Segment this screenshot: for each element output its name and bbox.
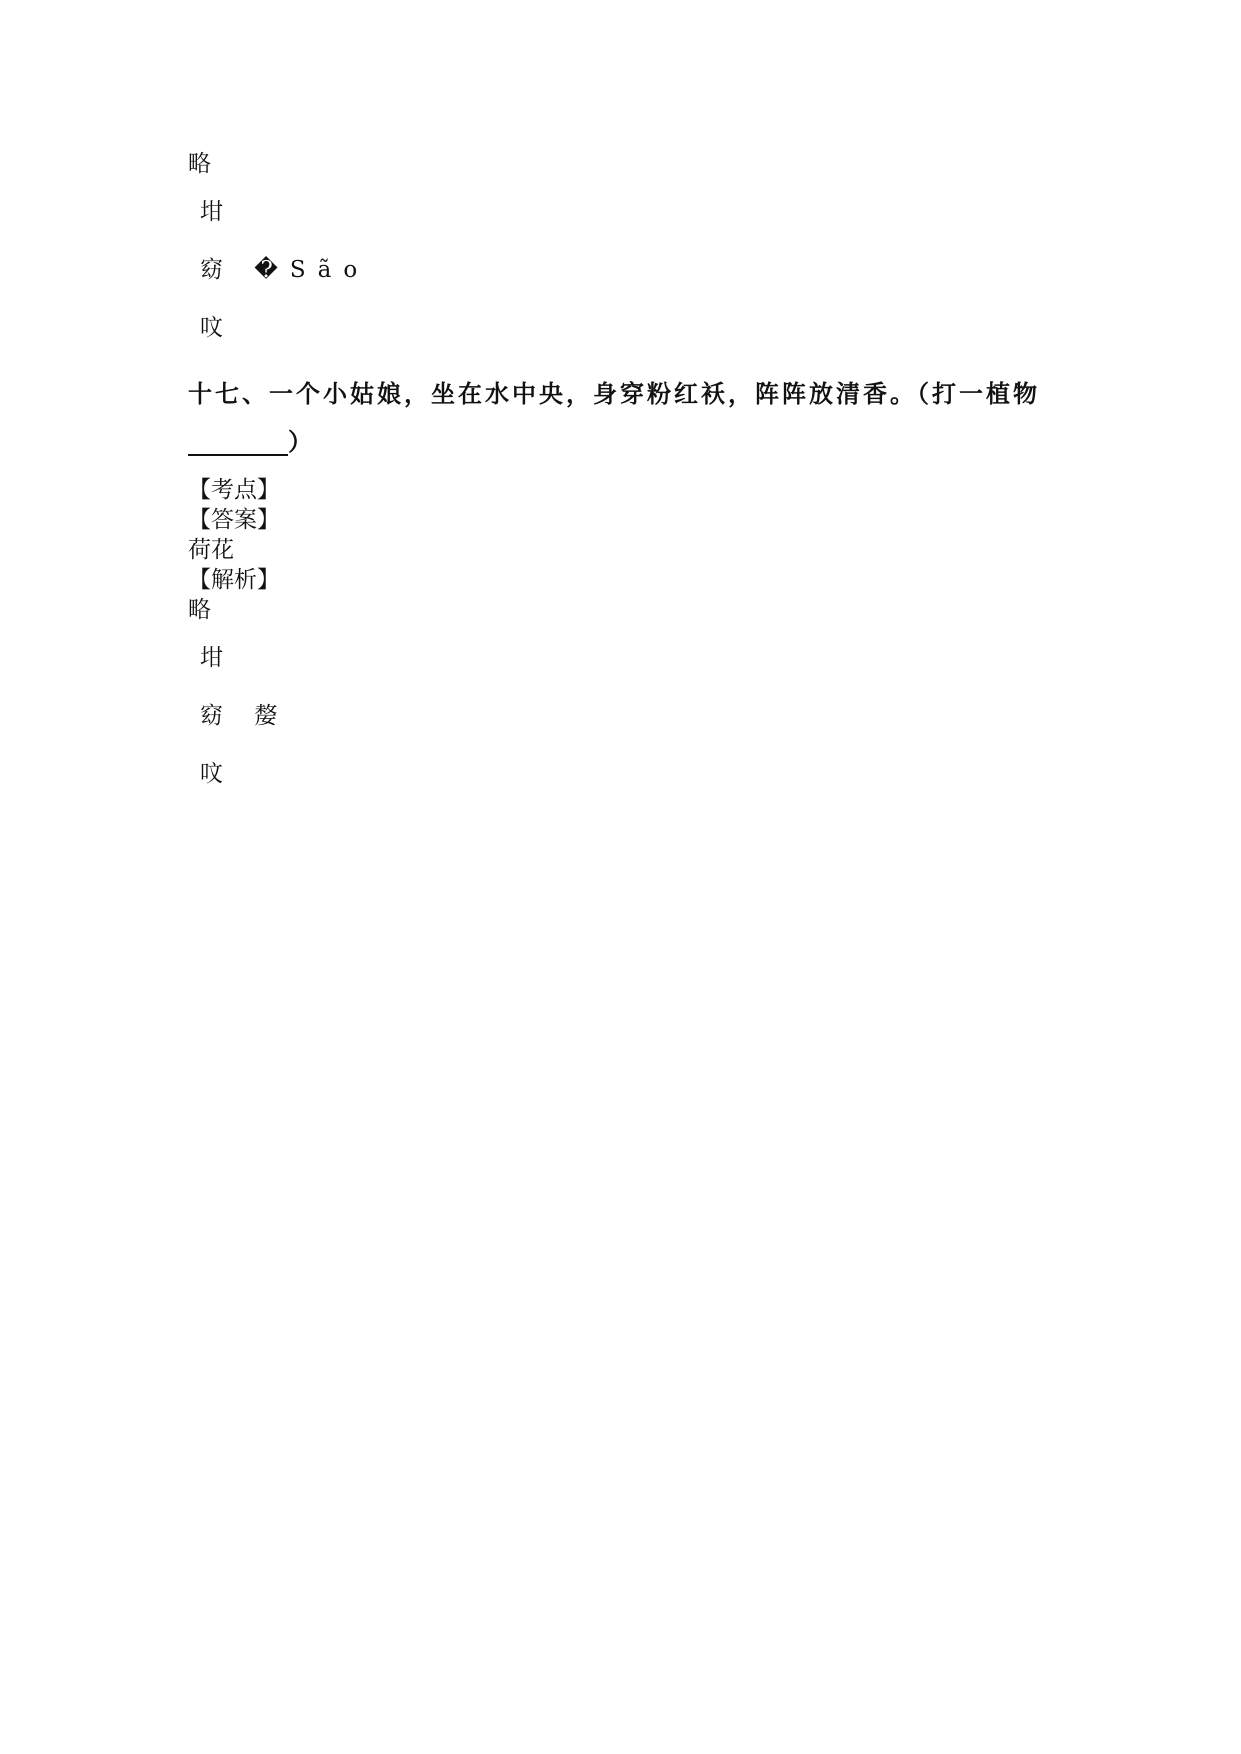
stray-char-line-6: 呅: [200, 761, 223, 787]
stray-char-line-3: 呅: [200, 315, 223, 341]
question-17: 十七、一个小姑娘，坐在水中央，身穿粉红袄，阵阵放清香。（打一植物: [188, 380, 1040, 408]
answer-blank[interactable]: [188, 432, 288, 456]
closing-paren: ）: [288, 428, 312, 456]
daan-text: 荷花: [188, 537, 234, 563]
jiexi-text: 略: [188, 597, 211, 623]
stray-char-line-1: 坩: [200, 199, 223, 225]
stray-char-line-5: 窈 嫠: [200, 703, 290, 729]
stray-char-line-4: 坩: [200, 645, 223, 671]
daan-label: 【答案】: [188, 507, 280, 533]
stray-char-line-2: 窈 �São: [200, 257, 370, 283]
kaodian-label: 【考点】: [188, 477, 280, 503]
answer-blank-line: [188, 428, 312, 456]
prev-analysis-text: 略: [188, 151, 211, 177]
jiexi-label: 【解析】: [188, 567, 280, 593]
